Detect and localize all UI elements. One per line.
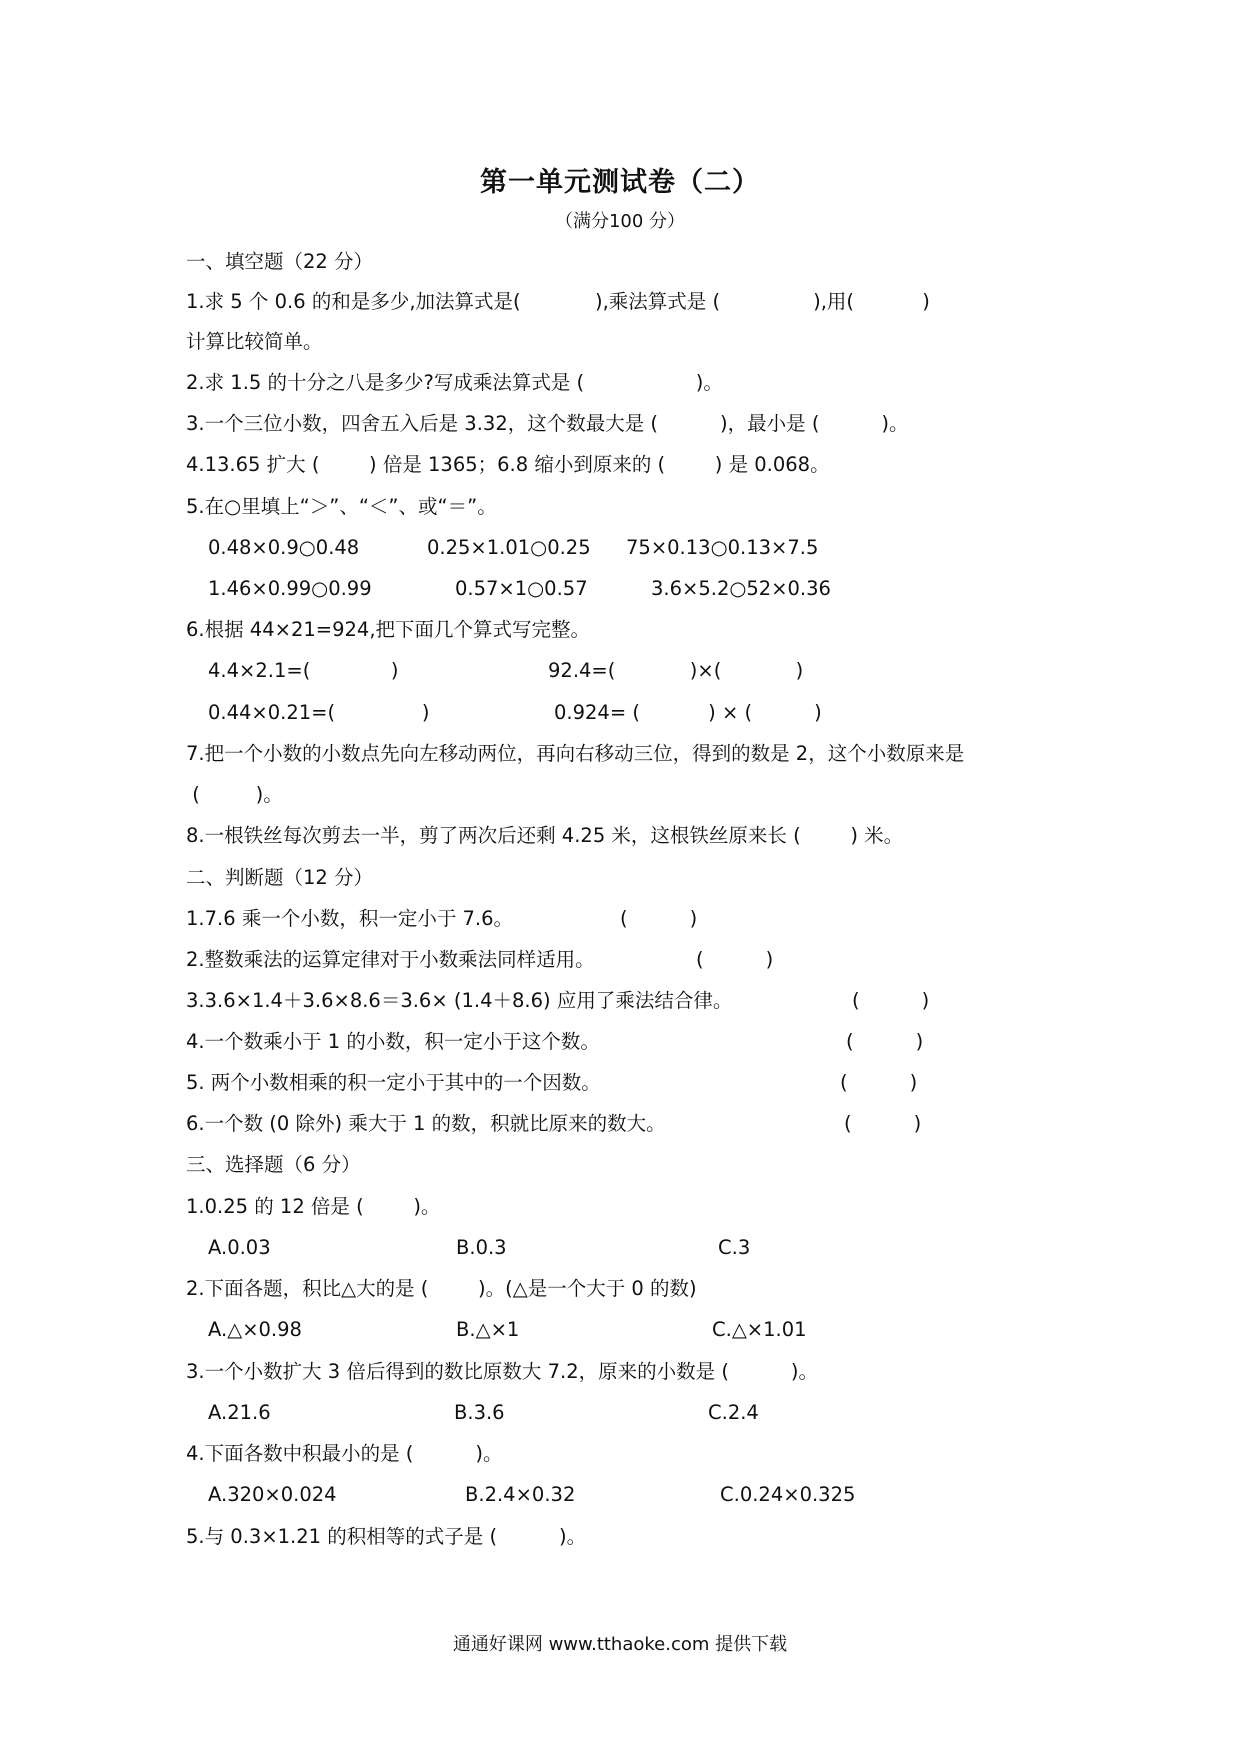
answer-blank: ( ) bbox=[852, 989, 930, 1012]
question-text: 3.一个小数扩大 3 倍后得到的数比原数大 7.2，原来的小数是 ( )。 bbox=[186, 1360, 819, 1383]
answer-blank: ( ) bbox=[620, 907, 698, 930]
question-text: 2.求 1.5 的十分之八是多少?写成乘法算式是 ( )。 bbox=[186, 371, 723, 394]
question-text: 8.一根铁丝每次剪去一半，剪了两次后还剩 4.25 米，这根铁丝原来长 ( ) 米。 bbox=[186, 824, 904, 847]
question-text: 7.把一个小数的小数点先向左移动两位，再向右移动三位，得到的数是 2，这个小数原来是 bbox=[186, 742, 965, 765]
judgement-item: 1.7.6 乘一个小数，积一定小于 7.6。 bbox=[186, 907, 514, 930]
question-text: 4.13.65 扩大 ( ) 倍是 1365；6.8 缩小到原来的 ( ) 是 0.068。 bbox=[186, 453, 830, 476]
answer-blank: ( ) bbox=[840, 1071, 918, 1094]
option-b: B.3.6 bbox=[454, 1401, 505, 1424]
comparison-item: 1.46×0.99○0.99 bbox=[208, 577, 372, 600]
judgement-item: 5. 两个小数相乘的积一定小于其中的一个因数。 bbox=[186, 1071, 601, 1094]
comparison-item: 0.48×0.9○0.48 bbox=[208, 536, 360, 559]
option-c: C.2.4 bbox=[708, 1401, 759, 1424]
question-text: ( )。 bbox=[186, 783, 283, 806]
comparison-item: 0.57×1○0.57 bbox=[455, 577, 588, 600]
answer-blank: ( ) bbox=[846, 1030, 924, 1053]
option-a: A.0.03 bbox=[208, 1236, 271, 1259]
comparison-item: 3.6×5.2○52×0.36 bbox=[651, 577, 831, 600]
section-header: 三、选择题（6 分） bbox=[186, 1153, 361, 1176]
section-header: 一、填空题（22 分） bbox=[186, 250, 374, 273]
question-text: 3.一个三位小数，四舍五入后是 3.32，这个数最大是 ( )，最小是 ( )。 bbox=[186, 412, 909, 435]
question-text: 5.与 0.3×1.21 的积相等的式子是 ( )。 bbox=[186, 1525, 587, 1548]
option-a: A.21.6 bbox=[208, 1401, 271, 1424]
question-text: 1.0.25 的 12 倍是 ( )。 bbox=[186, 1195, 441, 1218]
section-header: 二、判断题（12 分） bbox=[186, 866, 374, 889]
question-text: 4.下面各数中积最小的是 ( )。 bbox=[186, 1442, 503, 1465]
option-a: A.△×0.98 bbox=[208, 1318, 302, 1341]
equation-item: 0.924= ( ) × ( ) bbox=[554, 701, 822, 724]
option-c: C.0.24×0.325 bbox=[720, 1483, 856, 1506]
question-text: 2.下面各题，积比△大的是 ( )。(△是一个大于 0 的数) bbox=[186, 1277, 697, 1300]
question-text: 1.求 5 个 0.6 的和是多少,加法算式是( ),乘法算式是 ( ),用( ) bbox=[186, 290, 930, 313]
equation-item: 0.44×0.21=( ) bbox=[208, 701, 430, 724]
answer-blank: ( ) bbox=[844, 1112, 922, 1135]
option-b: B.△×1 bbox=[456, 1318, 520, 1341]
judgement-item: 4.一个数乘小于 1 的小数，积一定小于这个数。 bbox=[186, 1030, 600, 1053]
comparison-item: 0.25×1.01○0.25 bbox=[427, 536, 591, 559]
option-b: B.0.3 bbox=[456, 1236, 507, 1259]
equation-item: 4.4×2.1=( ) bbox=[208, 659, 399, 682]
option-c: C.△×1.01 bbox=[712, 1318, 807, 1341]
answer-blank: ( ) bbox=[696, 948, 774, 971]
question-text: 5.在○里填上“＞”、“＜”、或“＝”。 bbox=[186, 495, 497, 518]
footer-credit: 通通好课网 www.tthaoke.com 提供下载 bbox=[452, 1634, 788, 1655]
question-text: 6.根据 44×21=924,把下面几个算式写完整。 bbox=[186, 618, 591, 641]
page-title: 第一单元测试卷（二） bbox=[480, 167, 760, 198]
judgement-item: 3.3.6×1.4＋3.6×8.6＝3.6× (1.4＋8.6) 应用了乘法结合律。 bbox=[186, 989, 733, 1012]
question-text: 计算比较简单。 bbox=[186, 330, 323, 353]
judgement-item: 2.整数乘法的运算定律对于小数乘法同样适用。 bbox=[186, 948, 595, 971]
option-a: A.320×0.024 bbox=[208, 1483, 337, 1506]
equation-item: 92.4=( )×( ) bbox=[548, 659, 804, 682]
option-b: B.2.4×0.32 bbox=[465, 1483, 576, 1506]
page-subtitle: （满分100 分） bbox=[554, 211, 686, 232]
judgement-item: 6.一个数 (0 除外) 乘大于 1 的数，积就比原来的数大。 bbox=[186, 1112, 666, 1135]
comparison-item: 75×0.13○0.13×7.5 bbox=[626, 536, 819, 559]
option-c: C.3 bbox=[718, 1236, 751, 1259]
